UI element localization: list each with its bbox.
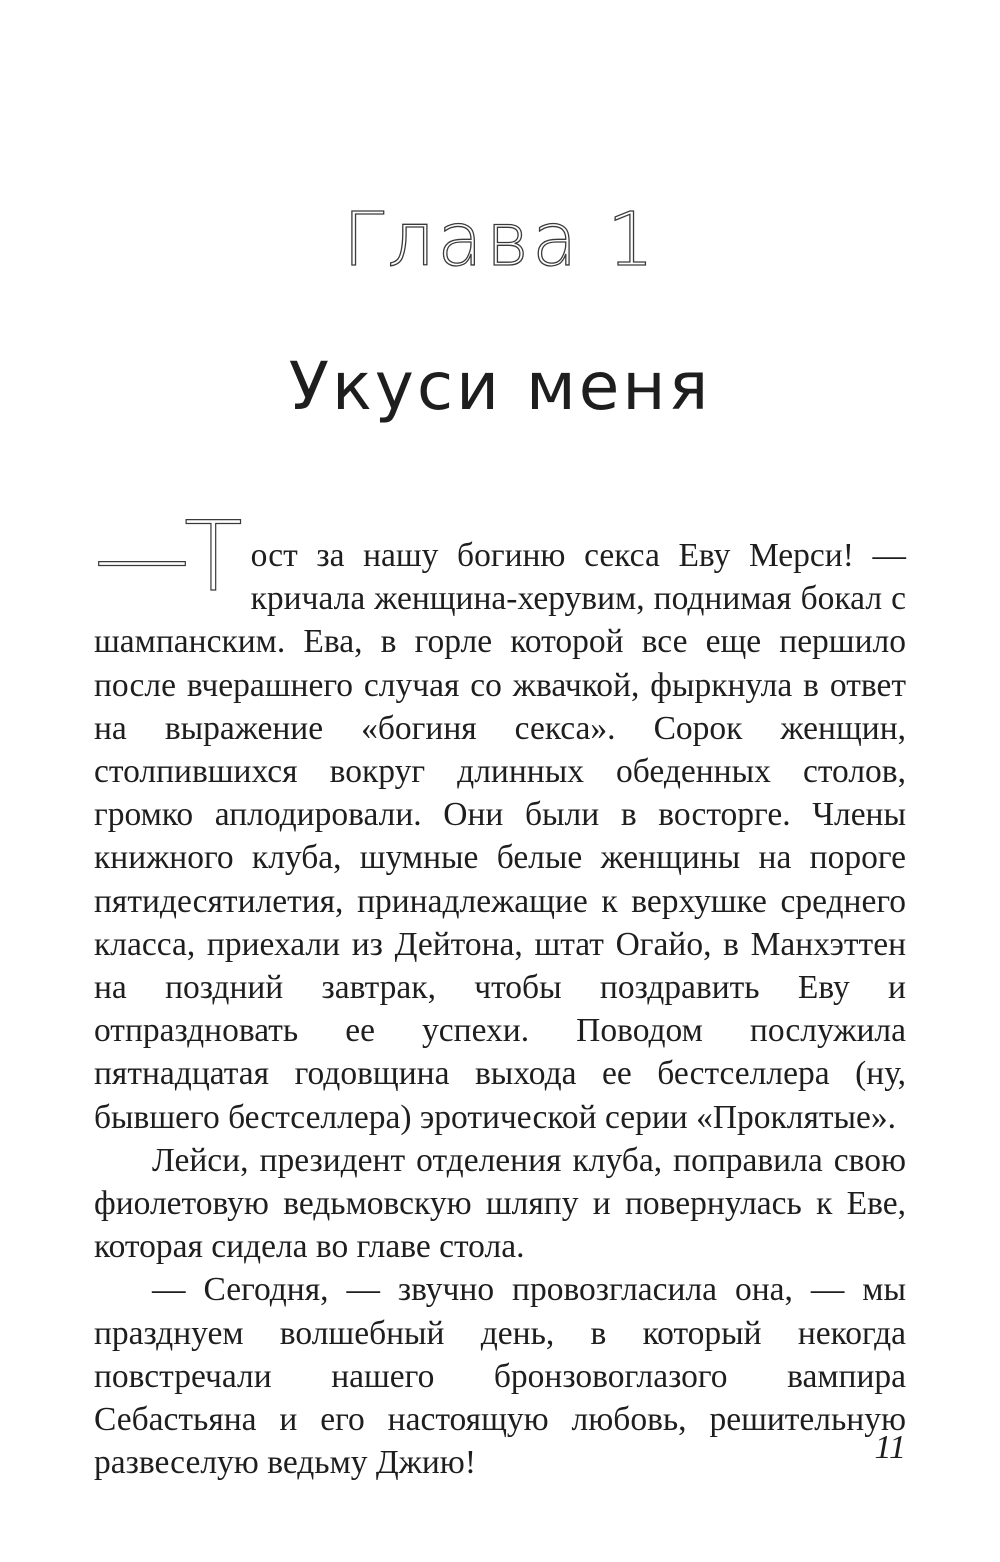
paragraph-1 [94, 501, 906, 1139]
paragraph-3: — Сегодня, — звучно провозгласила она, — мы празднуем волшебный день, в который некогда повстречали нашего бронзовоглазого вампира Себастьяна и его настоящую любовь, решительную развеселую ведьму Джию! [94, 1271, 906, 1482]
chapter-title: Укуси меня [288, 348, 712, 426]
drop-cap: —Т [94, 501, 237, 613]
chapter-body [94, 501, 906, 1484]
paragraph-1-text: ост за нашу богиню секса Еву Мерси! — кричала женщина-херувим, поднимая бокал с шампанским. Ева, в горле которой все еще першило после вчерашнего случая со жвачкой, фыркнула в ответ на выражение «богиня секса». Сорок женщин, столпившихся вокруг длинных обеденных столов, громко аплодировали. Они были в восторге. Члены книжного клуба, шумные белые женщины на пороге пятидесятилетия, принадлежащие к верхушке среднего класса, приехали из Дейтона, штат Огайо, в Манхэттен на поздний завтрак, чтобы поздравить Еву и отпраздновать ее успехи. Поводом послужила пятнадцатая годовщина выхода ее бестселлера (ну, бывшего бестселлера) эротической серии «Проклятые». [94, 537, 906, 1136]
page-number: 11 [874, 1429, 906, 1466]
chapter-number: Глава 1 [342, 197, 658, 283]
paragraph-2: Лейси, президент отделения клуба, поправила свою фиолетовую ведьмовскую шляпу и повернулась к Еве, которая сидела во главе стола. [94, 1141, 906, 1266]
